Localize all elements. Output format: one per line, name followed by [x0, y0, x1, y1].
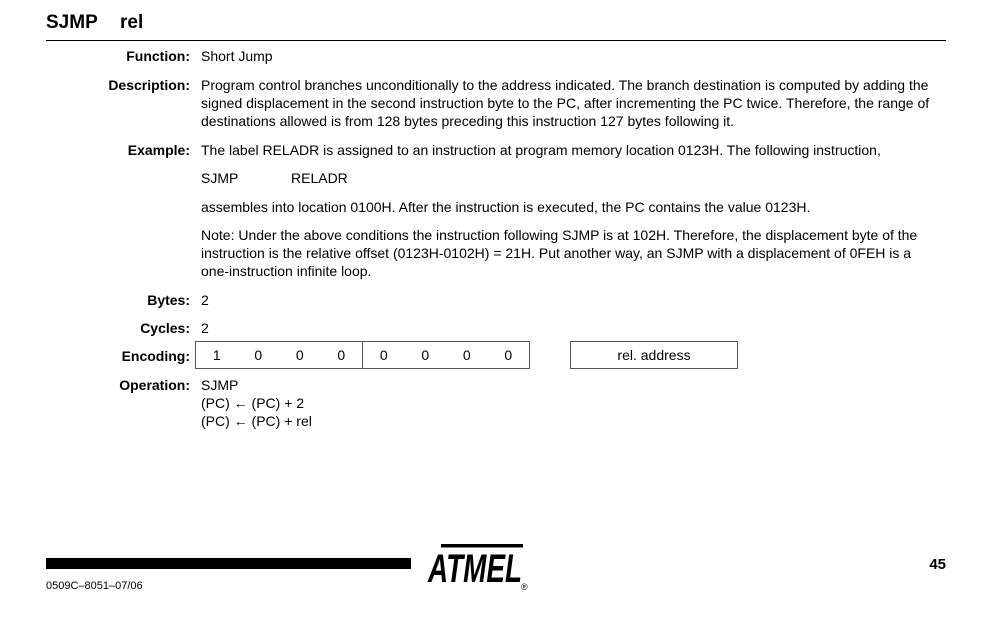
example-code-mnemonic: SJMP [201, 170, 239, 186]
footer-bar [46, 558, 411, 569]
encoding-bit: 0 [379, 347, 388, 363]
encoding-rel-address-box: rel. address [570, 341, 738, 369]
encoding-bit: 0 [504, 347, 513, 363]
encoding-label: Encoding: [121, 348, 190, 364]
registered-mark: ® [521, 582, 528, 591]
operation-line: SJMP [201, 377, 239, 393]
description-text: Program control branches unconditionally to the address indicated. The branch destination is computed by adding the signed displacement in the second instruction byte to the PC, after incrementing the PC twice. Therefore, the range of destinations allowed is from 128 bytes preceding this instruction 127 bytes following it. [201, 77, 930, 129]
encoding-bit: 0 [295, 347, 304, 363]
document-id: 0509C–8051–07/06 [46, 580, 143, 592]
description-label: Description: [108, 77, 190, 93]
operation-lines [201, 376, 941, 430]
cycles-label: Cycles: [140, 320, 190, 336]
encoding-bit: 0 [421, 347, 430, 363]
operation-line: (PC) ← (PC) + rel [201, 413, 312, 429]
encoding-opcode-box [195, 341, 530, 369]
operation-label: Operation: [119, 377, 190, 393]
opcode-low-nibble [362, 342, 529, 368]
logo-text: ATMEL [427, 547, 522, 591]
page-title [46, 12, 143, 34]
instruction-operand: rel [120, 12, 144, 33]
bytes-label: Bytes: [147, 292, 190, 308]
operation-line: (PC) ← (PC) + 2 [201, 395, 305, 411]
example-intro: The label RELADR is assigned to an instruction at program memory location 0123H. The following instruction, [201, 142, 881, 158]
example-note: Note: Under the above conditions the instruction following SJMP is at 102H. Therefore, the displacement byte of the instruction is the relative offset (0123H-0102H) = 21H. Put another way, an SJMP with a displacement of 0FEH is a one-instruction infinite loop. [201, 227, 918, 279]
example-result: assembles into location 0100H. After the instruction is executed, the PC contains the value 0123H. [201, 199, 811, 215]
encoding-bit: 0 [254, 347, 263, 363]
encoding-bit: 1 [212, 347, 221, 363]
page-number: 45 [929, 556, 946, 573]
function-text: Short Jump [201, 48, 273, 64]
title-rule [46, 40, 946, 41]
atmel-logo [425, 539, 531, 591]
instruction-mnemonic: SJMP [46, 12, 98, 33]
encoding-bit: 0 [462, 347, 471, 363]
bytes-value: 2 [201, 292, 209, 308]
encoding-bit: 0 [337, 347, 346, 363]
example-code-operand: RELADR [291, 170, 348, 186]
example-code [201, 169, 941, 187]
example-label: Example: [127, 142, 190, 158]
cycles-value: 2 [201, 320, 209, 336]
function-label: Function: [126, 48, 190, 64]
opcode-high-nibble [196, 342, 362, 368]
